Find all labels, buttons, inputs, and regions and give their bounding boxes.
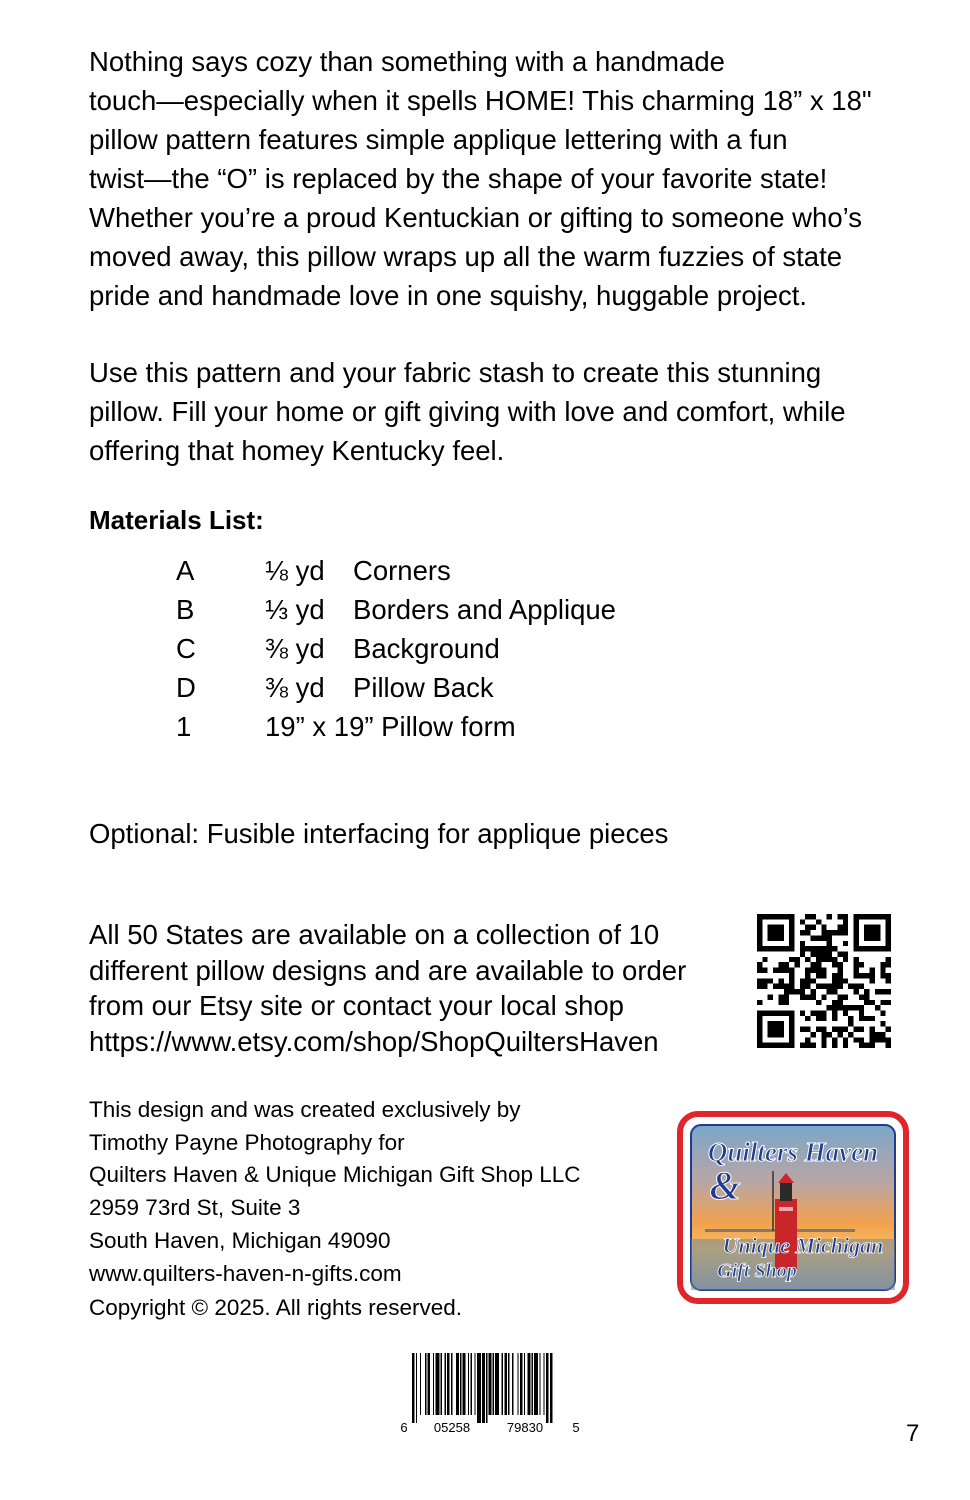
intro-line: pillow pattern features simple applique lettering with a fun xyxy=(89,124,788,155)
intro-line: twist—the “O” is replaced by the shape of your favorite state! xyxy=(89,163,828,194)
usage-line: offering that homey Kentucky feel. xyxy=(89,435,505,466)
logo-subtitle-2: Gift Shop xyxy=(717,1260,797,1282)
address-line: 2959 73rd St, Suite 3 xyxy=(89,1195,301,1221)
material-quantity: 19” x 19” Pillow form xyxy=(265,711,516,742)
intro-line: moved away, this pillow wraps up all the warm fuzzies of state xyxy=(89,241,843,272)
copyright-notice: Copyright © 2025. All rights reserved. xyxy=(89,1295,463,1320)
usage-line: pillow. Fill your home or gift giving with love and comfort, while xyxy=(89,396,846,427)
credits-line: This design and was created exclusively by xyxy=(89,1097,521,1122)
material-description: Corners xyxy=(353,555,451,586)
intro-paragraph xyxy=(89,42,939,315)
logo-title: Quilters Haven xyxy=(707,1137,879,1167)
intro-line: Whether you’re a proud Kentuckian or gifting to someone who’s xyxy=(89,202,862,233)
material-quantity: ⅜ yd xyxy=(265,633,325,664)
material-description: Borders and Applique xyxy=(353,594,616,625)
address-line: South Haven, Michigan 49090 xyxy=(89,1227,391,1253)
barcode-digits-group2: 79830 xyxy=(506,1420,544,1435)
material-label: A xyxy=(176,555,195,586)
etsy-link[interactable]: https://www.etsy.com/shop/ShopQuiltersHaven xyxy=(89,1025,659,1057)
usage-line: Use this pattern and your fabric stash to create this stunning xyxy=(89,357,822,388)
optional-note: Optional: Fusible interfacing for applique pieces xyxy=(89,818,669,849)
usage-paragraph xyxy=(89,353,939,470)
materials-row xyxy=(0,668,970,707)
barcode-digit-right: 5 xyxy=(572,1420,580,1435)
qr-code-icon xyxy=(757,914,891,1048)
materials-heading: Materials List: xyxy=(89,505,264,535)
barcode-icon xyxy=(398,1353,582,1435)
material-quantity: ⅜ yd xyxy=(265,672,325,703)
materials-row xyxy=(0,551,970,590)
logo-subtitle: Unique Michigan xyxy=(722,1233,884,1258)
material-quantity: ⅛ yd xyxy=(265,555,325,586)
credits-line: Timothy Payne Photography for xyxy=(89,1129,405,1155)
intro-line: pride and handmade love in one squishy, huggable project. xyxy=(89,280,808,311)
intro-line: Nothing says cozy than something with a handmade xyxy=(89,46,725,77)
barcode-digits-group1: 05258 xyxy=(433,1420,471,1435)
material-label: C xyxy=(176,633,196,664)
materials-row xyxy=(0,590,970,629)
page-number: 7 xyxy=(906,1420,920,1447)
material-label: 1 xyxy=(176,711,192,742)
website-link[interactable]: www.quilters-haven-n-gifts.com xyxy=(89,1260,402,1286)
material-label: B xyxy=(176,594,195,625)
states-line: from our Etsy site or contact your local shop xyxy=(89,990,624,1021)
material-description: Background xyxy=(353,633,500,664)
states-line: All 50 States are available on a collection of 10 xyxy=(89,919,660,950)
logo-ampersand: & xyxy=(709,1163,741,1208)
material-quantity: ⅓ yd xyxy=(265,594,325,625)
material-label: D xyxy=(176,672,196,703)
quilters-haven-logo xyxy=(677,1111,909,1304)
credits-line: Quilters Haven & Unique Michigan Gift Shop LLC xyxy=(89,1162,581,1188)
materials-row xyxy=(0,629,970,668)
credits-block xyxy=(89,1094,581,1290)
materials-row xyxy=(0,707,970,746)
states-line: different pillow designs and are available to order xyxy=(89,954,687,986)
barcode-digit-left: 6 xyxy=(400,1420,408,1435)
intro-line: touch—especially when it spells HOME! This charming 18” x 18" xyxy=(89,85,872,116)
states-availability xyxy=(89,917,686,1059)
material-description: Pillow Back xyxy=(353,672,494,703)
